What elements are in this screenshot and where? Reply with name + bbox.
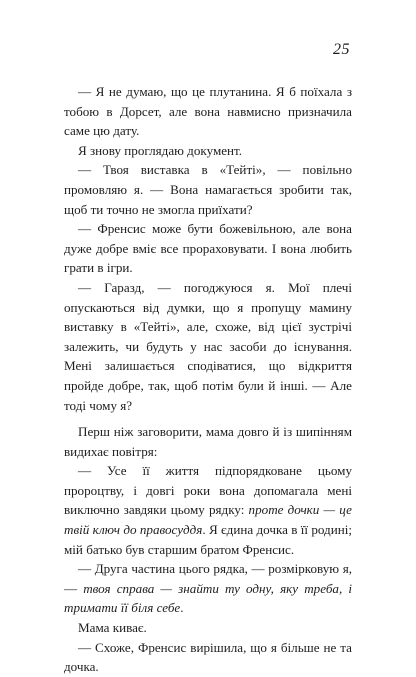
paragraph: Мама киває. [78, 620, 147, 636]
page-number: 25 [333, 41, 350, 58]
italic-quote: проте дочки — це твій ключ до правосуддя [64, 502, 352, 538]
paragraph: — Усе її життя підпорядковане цьому пророцтву, і довгі роки вона допомагала мені виключно завдяки цьому рядку: проте дочки — це твій ключ до правосуддя. Я єдина дочка в її родині; мій батько був старшим братом Френсис. [64, 463, 353, 557]
italic-quote: твоя справа — знайти ту одну, яку треба, і тримати її біля себе [64, 580, 352, 616]
paragraph: Перш ніж заговорити, мама довго й із шипінням видихає повітря: [64, 424, 352, 459]
paragraph: — Гаразд, — погоджуюся я. Мої плечі опускаються від думки, що я пропущу мамину виставку в «Тейті», але, схоже, від цієї зустрічі залежить, чи будуть у нас засоби до існування. Мені залишається сподіватися, що відкриття пройде добре, так, щоб потім були й інші. — Але тоді чому я? [64, 279, 352, 413]
paragraph: — Я не думаю, що це плутанина. Я б поїхала з тобою в Дорсет, але вона навмисно призначила саме цю дату. [64, 84, 352, 139]
paragraph: — Схоже, Френсис вирішила, що я більше не та дочка. [64, 639, 352, 675]
paragraph: Я знову проглядаю документ. [78, 142, 243, 158]
paragraph: — Друга частина цього рядка, — розмірковую я, — твоя справа — знайти ту одну, яку треба, і тримати її біля себе. [64, 561, 352, 616]
paragraph: — Твоя виставка в «Тейті», — повільно промовляю я. — Вона намагається зробити так, щоб ти точно не змогла приїхати? [64, 162, 352, 217]
body-text [64, 82, 352, 677]
paragraph: — Френсис може бути божевільною, але вона дуже добре вміє все прораховувати. І вона любить грати в ігри. [64, 221, 352, 276]
